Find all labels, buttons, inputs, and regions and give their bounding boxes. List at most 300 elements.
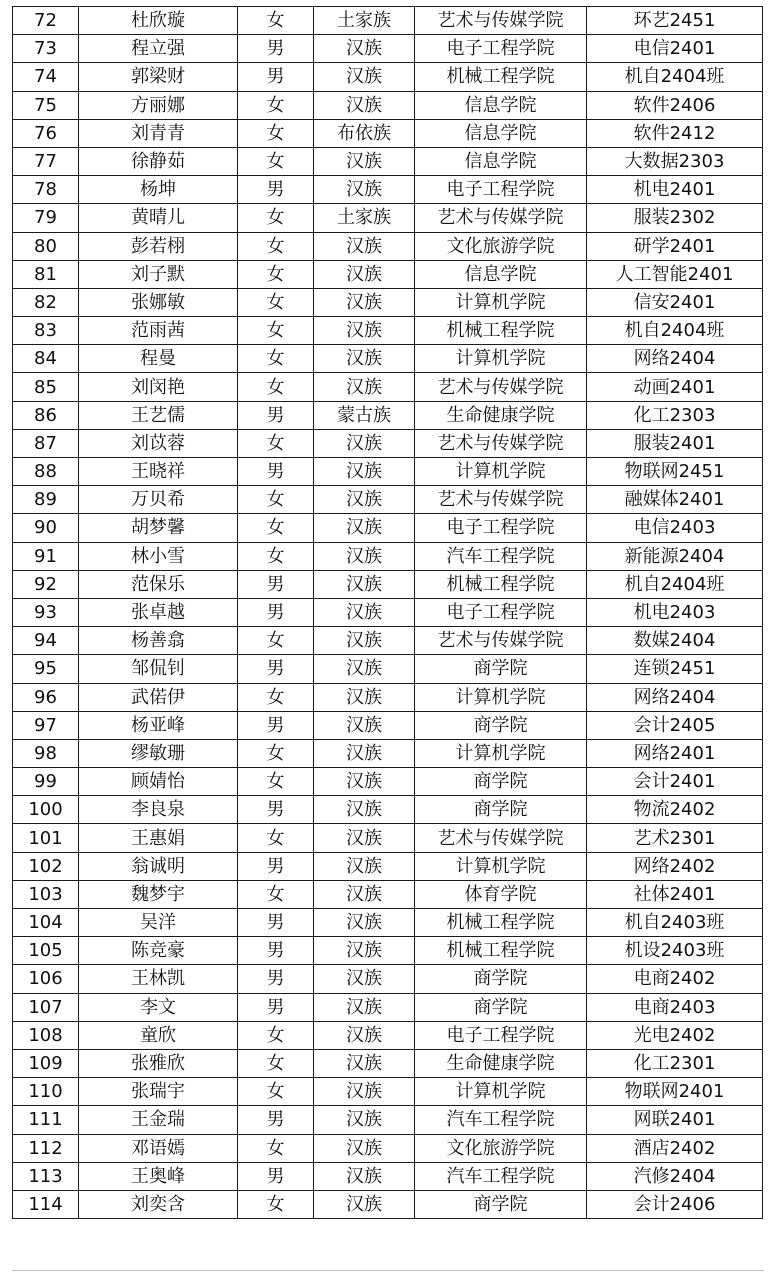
gender-cell: 女	[238, 768, 314, 796]
class-cell: 机自2404班	[587, 63, 763, 91]
college-cell: 机械工程学院	[415, 317, 587, 345]
college-cell: 信息学院	[415, 91, 587, 119]
table-row	[13, 711, 763, 739]
table-row	[13, 1106, 763, 1134]
gender-cell: 男	[238, 965, 314, 993]
roster-body	[13, 7, 763, 1219]
ethnicity-cell: 土家族	[314, 204, 415, 232]
gender-cell: 男	[238, 1162, 314, 1190]
seq-number-cell: 88	[13, 458, 79, 486]
ethnicity-cell: 汉族	[314, 909, 415, 937]
class-cell: 会计2406	[587, 1190, 763, 1218]
class-cell: 信安2401	[587, 288, 763, 316]
name-cell: 张娜敏	[79, 288, 238, 316]
college-cell: 艺术与传媒学院	[415, 486, 587, 514]
name-cell: 张瑞宇	[79, 1078, 238, 1106]
seq-number-cell: 90	[13, 514, 79, 542]
gender-cell: 女	[238, 119, 314, 147]
class-cell: 会计2405	[587, 711, 763, 739]
gender-cell: 女	[238, 147, 314, 175]
ethnicity-cell: 汉族	[314, 796, 415, 824]
college-cell: 商学院	[415, 711, 587, 739]
college-cell: 机械工程学院	[415, 937, 587, 965]
gender-cell: 女	[238, 1190, 314, 1218]
name-cell: 缪敏珊	[79, 739, 238, 767]
ethnicity-cell: 蒙古族	[314, 401, 415, 429]
seq-number-cell: 101	[13, 824, 79, 852]
college-cell: 电子工程学院	[415, 598, 587, 626]
ethnicity-cell: 汉族	[314, 260, 415, 288]
ethnicity-cell: 汉族	[314, 683, 415, 711]
ethnicity-cell: 布依族	[314, 119, 415, 147]
ethnicity-cell: 汉族	[314, 852, 415, 880]
name-cell: 彭若栩	[79, 232, 238, 260]
seq-number-cell: 100	[13, 796, 79, 824]
ethnicity-cell: 汉族	[314, 91, 415, 119]
gender-cell: 男	[238, 63, 314, 91]
class-cell: 连锁2451	[587, 655, 763, 683]
class-cell: 艺术2301	[587, 824, 763, 852]
college-cell: 机械工程学院	[415, 63, 587, 91]
college-cell: 汽车工程学院	[415, 542, 587, 570]
name-cell: 童欣	[79, 1021, 238, 1049]
ethnicity-cell: 汉族	[314, 655, 415, 683]
table-row	[13, 345, 763, 373]
ethnicity-cell: 汉族	[314, 1049, 415, 1077]
ethnicity-cell: 汉族	[314, 35, 415, 63]
table-row	[13, 401, 763, 429]
class-cell: 机设2403班	[587, 937, 763, 965]
college-cell: 信息学院	[415, 147, 587, 175]
seq-number-cell: 89	[13, 486, 79, 514]
college-cell: 生命健康学院	[415, 401, 587, 429]
ethnicity-cell: 汉族	[314, 627, 415, 655]
table-row	[13, 204, 763, 232]
seq-number-cell: 85	[13, 373, 79, 401]
name-cell: 武偌伊	[79, 683, 238, 711]
class-cell: 汽修2404	[587, 1162, 763, 1190]
ethnicity-cell: 汉族	[314, 711, 415, 739]
table-row	[13, 655, 763, 683]
ethnicity-cell: 汉族	[314, 880, 415, 908]
gender-cell: 男	[238, 711, 314, 739]
table-row	[13, 739, 763, 767]
table-row	[13, 1078, 763, 1106]
ethnicity-cell: 汉族	[314, 486, 415, 514]
ethnicity-cell: 汉族	[314, 1190, 415, 1218]
name-cell: 魏梦宇	[79, 880, 238, 908]
name-cell: 范雨茜	[79, 317, 238, 345]
gender-cell: 男	[238, 458, 314, 486]
name-cell: 刘闵艳	[79, 373, 238, 401]
seq-number-cell: 113	[13, 1162, 79, 1190]
gender-cell: 女	[238, 232, 314, 260]
seq-number-cell: 72	[13, 7, 79, 35]
name-cell: 林小雪	[79, 542, 238, 570]
name-cell: 郭梁财	[79, 63, 238, 91]
table-row	[13, 91, 763, 119]
ethnicity-cell: 汉族	[314, 598, 415, 626]
class-cell: 软件2412	[587, 119, 763, 147]
table-row	[13, 373, 763, 401]
gender-cell: 男	[238, 1106, 314, 1134]
student-roster-table	[12, 6, 763, 1219]
table-row	[13, 1190, 763, 1218]
gender-cell: 女	[238, 345, 314, 373]
college-cell: 机械工程学院	[415, 909, 587, 937]
gender-cell: 男	[238, 796, 314, 824]
table-row	[13, 119, 763, 147]
class-cell: 融媒体2401	[587, 486, 763, 514]
gender-cell: 女	[238, 627, 314, 655]
class-cell: 光电2402	[587, 1021, 763, 1049]
table-row	[13, 965, 763, 993]
ethnicity-cell: 汉族	[314, 1134, 415, 1162]
name-cell: 邹侃钊	[79, 655, 238, 683]
seq-number-cell: 74	[13, 63, 79, 91]
seq-number-cell: 73	[13, 35, 79, 63]
name-cell: 刘苡蓉	[79, 429, 238, 457]
gender-cell: 女	[238, 824, 314, 852]
seq-number-cell: 82	[13, 288, 79, 316]
gender-cell: 女	[238, 260, 314, 288]
gender-cell: 男	[238, 598, 314, 626]
name-cell: 徐静茹	[79, 147, 238, 175]
gender-cell: 女	[238, 514, 314, 542]
college-cell: 商学院	[415, 1190, 587, 1218]
table-row	[13, 7, 763, 35]
name-cell: 方丽娜	[79, 91, 238, 119]
gender-cell: 女	[238, 542, 314, 570]
ethnicity-cell: 汉族	[314, 288, 415, 316]
table-row	[13, 937, 763, 965]
class-cell: 电商2403	[587, 993, 763, 1021]
ethnicity-cell: 汉族	[314, 542, 415, 570]
class-cell: 研学2401	[587, 232, 763, 260]
name-cell: 王林凯	[79, 965, 238, 993]
gender-cell: 女	[238, 317, 314, 345]
seq-number-cell: 95	[13, 655, 79, 683]
table-row	[13, 260, 763, 288]
class-cell: 动画2401	[587, 373, 763, 401]
table-row	[13, 627, 763, 655]
seq-number-cell: 102	[13, 852, 79, 880]
seq-number-cell: 108	[13, 1021, 79, 1049]
table-row	[13, 768, 763, 796]
ethnicity-cell: 汉族	[314, 176, 415, 204]
college-cell: 商学院	[415, 655, 587, 683]
name-cell: 杨坤	[79, 176, 238, 204]
name-cell: 顾婧怡	[79, 768, 238, 796]
class-cell: 会计2401	[587, 768, 763, 796]
college-cell: 艺术与传媒学院	[415, 824, 587, 852]
gender-cell: 男	[238, 35, 314, 63]
gender-cell: 男	[238, 176, 314, 204]
class-cell: 机自2404班	[587, 570, 763, 598]
table-row	[13, 147, 763, 175]
class-cell: 服装2401	[587, 429, 763, 457]
table-row	[13, 1134, 763, 1162]
seq-number-cell: 104	[13, 909, 79, 937]
ethnicity-cell: 汉族	[314, 63, 415, 91]
name-cell: 李文	[79, 993, 238, 1021]
class-cell: 软件2406	[587, 91, 763, 119]
class-cell: 酒店2402	[587, 1134, 763, 1162]
ethnicity-cell: 汉族	[314, 1162, 415, 1190]
class-cell: 网络2402	[587, 852, 763, 880]
class-cell: 电信2403	[587, 514, 763, 542]
college-cell: 文化旅游学院	[415, 232, 587, 260]
college-cell: 电子工程学院	[415, 514, 587, 542]
ethnicity-cell: 汉族	[314, 429, 415, 457]
seq-number-cell: 112	[13, 1134, 79, 1162]
gender-cell: 女	[238, 739, 314, 767]
seq-number-cell: 76	[13, 119, 79, 147]
seq-number-cell: 96	[13, 683, 79, 711]
name-cell: 陈竞豪	[79, 937, 238, 965]
college-cell: 汽车工程学院	[415, 1162, 587, 1190]
table-row	[13, 1049, 763, 1077]
seq-number-cell: 75	[13, 91, 79, 119]
table-row	[13, 288, 763, 316]
ethnicity-cell: 汉族	[314, 514, 415, 542]
college-cell: 计算机学院	[415, 345, 587, 373]
college-cell: 计算机学院	[415, 288, 587, 316]
seq-number-cell: 84	[13, 345, 79, 373]
class-cell: 网络2404	[587, 683, 763, 711]
class-cell: 物联网2451	[587, 458, 763, 486]
college-cell: 艺术与传媒学院	[415, 429, 587, 457]
table-row	[13, 1021, 763, 1049]
name-cell: 张雅欣	[79, 1049, 238, 1077]
college-cell: 电子工程学院	[415, 176, 587, 204]
seq-number-cell: 92	[13, 570, 79, 598]
college-cell: 机械工程学院	[415, 570, 587, 598]
name-cell: 刘青青	[79, 119, 238, 147]
college-cell: 计算机学院	[415, 852, 587, 880]
class-cell: 机电2401	[587, 176, 763, 204]
seq-number-cell: 94	[13, 627, 79, 655]
ethnicity-cell: 汉族	[314, 317, 415, 345]
gender-cell: 男	[238, 909, 314, 937]
gender-cell: 男	[238, 852, 314, 880]
gender-cell: 男	[238, 937, 314, 965]
table-row	[13, 598, 763, 626]
seq-number-cell: 99	[13, 768, 79, 796]
name-cell: 李良泉	[79, 796, 238, 824]
table-row	[13, 317, 763, 345]
table-row	[13, 1162, 763, 1190]
gender-cell: 女	[238, 373, 314, 401]
name-cell: 王金瑞	[79, 1106, 238, 1134]
name-cell: 杜欣璇	[79, 7, 238, 35]
ethnicity-cell: 汉族	[314, 1078, 415, 1106]
college-cell: 艺术与传媒学院	[415, 7, 587, 35]
gender-cell: 女	[238, 91, 314, 119]
table-row	[13, 683, 763, 711]
class-cell: 机自2404班	[587, 317, 763, 345]
seq-number-cell: 114	[13, 1190, 79, 1218]
name-cell: 邓语嫣	[79, 1134, 238, 1162]
ethnicity-cell: 汉族	[314, 739, 415, 767]
table-row	[13, 880, 763, 908]
table-row	[13, 796, 763, 824]
seq-number-cell: 91	[13, 542, 79, 570]
name-cell: 黄晴儿	[79, 204, 238, 232]
ethnicity-cell: 汉族	[314, 993, 415, 1021]
ethnicity-cell: 汉族	[314, 965, 415, 993]
ethnicity-cell: 汉族	[314, 768, 415, 796]
class-cell: 电信2401	[587, 35, 763, 63]
name-cell: 王艺儒	[79, 401, 238, 429]
class-cell: 网联2401	[587, 1106, 763, 1134]
table-row	[13, 232, 763, 260]
class-cell: 电商2402	[587, 965, 763, 993]
gender-cell: 女	[238, 486, 314, 514]
gender-cell: 女	[238, 7, 314, 35]
college-cell: 电子工程学院	[415, 35, 587, 63]
name-cell: 王奥峰	[79, 1162, 238, 1190]
seq-number-cell: 93	[13, 598, 79, 626]
college-cell: 艺术与传媒学院	[415, 627, 587, 655]
table-row	[13, 570, 763, 598]
name-cell: 程曼	[79, 345, 238, 373]
seq-number-cell: 97	[13, 711, 79, 739]
seq-number-cell: 86	[13, 401, 79, 429]
college-cell: 商学院	[415, 796, 587, 824]
gender-cell: 女	[238, 1021, 314, 1049]
college-cell: 文化旅游学院	[415, 1134, 587, 1162]
class-cell: 网络2404	[587, 345, 763, 373]
name-cell: 万贝希	[79, 486, 238, 514]
name-cell: 刘子默	[79, 260, 238, 288]
gender-cell: 女	[238, 288, 314, 316]
college-cell: 商学院	[415, 768, 587, 796]
gender-cell: 女	[238, 880, 314, 908]
gender-cell: 女	[238, 683, 314, 711]
gender-cell: 男	[238, 655, 314, 683]
ethnicity-cell: 汉族	[314, 1021, 415, 1049]
seq-number-cell: 110	[13, 1078, 79, 1106]
table-row	[13, 542, 763, 570]
class-cell: 化工2301	[587, 1049, 763, 1077]
seq-number-cell: 81	[13, 260, 79, 288]
seq-number-cell: 106	[13, 965, 79, 993]
college-cell: 信息学院	[415, 260, 587, 288]
seq-number-cell: 80	[13, 232, 79, 260]
gender-cell: 女	[238, 1078, 314, 1106]
class-cell: 机电2403	[587, 598, 763, 626]
seq-number-cell: 109	[13, 1049, 79, 1077]
college-cell: 计算机学院	[415, 1078, 587, 1106]
college-cell: 电子工程学院	[415, 1021, 587, 1049]
name-cell: 吴洋	[79, 909, 238, 937]
table-row	[13, 993, 763, 1021]
college-cell: 生命健康学院	[415, 1049, 587, 1077]
name-cell: 张卓越	[79, 598, 238, 626]
seq-number-cell: 79	[13, 204, 79, 232]
seq-number-cell: 111	[13, 1106, 79, 1134]
class-cell: 机自2403班	[587, 909, 763, 937]
name-cell: 胡梦馨	[79, 514, 238, 542]
college-cell: 信息学院	[415, 119, 587, 147]
seq-number-cell: 98	[13, 739, 79, 767]
class-cell: 化工2303	[587, 401, 763, 429]
seq-number-cell: 103	[13, 880, 79, 908]
table-row	[13, 458, 763, 486]
seq-number-cell: 87	[13, 429, 79, 457]
ethnicity-cell: 汉族	[314, 1106, 415, 1134]
table-row	[13, 852, 763, 880]
table-row	[13, 909, 763, 937]
name-cell: 翁诚明	[79, 852, 238, 880]
ethnicity-cell: 汉族	[314, 373, 415, 401]
ethnicity-cell: 汉族	[314, 345, 415, 373]
table-row	[13, 63, 763, 91]
class-cell: 物流2402	[587, 796, 763, 824]
gender-cell: 女	[238, 204, 314, 232]
ethnicity-cell: 土家族	[314, 7, 415, 35]
seq-number-cell: 77	[13, 147, 79, 175]
gender-cell: 男	[238, 570, 314, 598]
table-row	[13, 35, 763, 63]
college-cell: 商学院	[415, 965, 587, 993]
class-cell: 大数据2303	[587, 147, 763, 175]
college-cell: 汽车工程学院	[415, 1106, 587, 1134]
ethnicity-cell: 汉族	[314, 824, 415, 852]
seq-number-cell: 78	[13, 176, 79, 204]
gender-cell: 女	[238, 429, 314, 457]
college-cell: 计算机学院	[415, 458, 587, 486]
class-cell: 数媒2404	[587, 627, 763, 655]
table-row	[13, 429, 763, 457]
page-bottom-edge	[12, 1270, 764, 1271]
name-cell: 范保乐	[79, 570, 238, 598]
class-cell: 服装2302	[587, 204, 763, 232]
class-cell: 环艺2451	[587, 7, 763, 35]
college-cell: 计算机学院	[415, 739, 587, 767]
name-cell: 程立强	[79, 35, 238, 63]
table-row	[13, 514, 763, 542]
ethnicity-cell: 汉族	[314, 232, 415, 260]
college-cell: 艺术与传媒学院	[415, 204, 587, 232]
college-cell: 体育学院	[415, 880, 587, 908]
seq-number-cell: 83	[13, 317, 79, 345]
ethnicity-cell: 汉族	[314, 458, 415, 486]
gender-cell: 女	[238, 1134, 314, 1162]
table-row	[13, 486, 763, 514]
class-cell: 新能源2404	[587, 542, 763, 570]
seq-number-cell: 105	[13, 937, 79, 965]
name-cell: 王晓祥	[79, 458, 238, 486]
gender-cell: 男	[238, 993, 314, 1021]
name-cell: 刘奕含	[79, 1190, 238, 1218]
class-cell: 网络2401	[587, 739, 763, 767]
gender-cell: 男	[238, 401, 314, 429]
class-cell: 人工智能2401	[587, 260, 763, 288]
class-cell: 物联网2401	[587, 1078, 763, 1106]
name-cell: 杨亚峰	[79, 711, 238, 739]
gender-cell: 女	[238, 1049, 314, 1077]
college-cell: 商学院	[415, 993, 587, 1021]
table-row	[13, 824, 763, 852]
ethnicity-cell: 汉族	[314, 937, 415, 965]
name-cell: 杨善翕	[79, 627, 238, 655]
seq-number-cell: 107	[13, 993, 79, 1021]
college-cell: 艺术与传媒学院	[415, 373, 587, 401]
ethnicity-cell: 汉族	[314, 147, 415, 175]
ethnicity-cell: 汉族	[314, 570, 415, 598]
